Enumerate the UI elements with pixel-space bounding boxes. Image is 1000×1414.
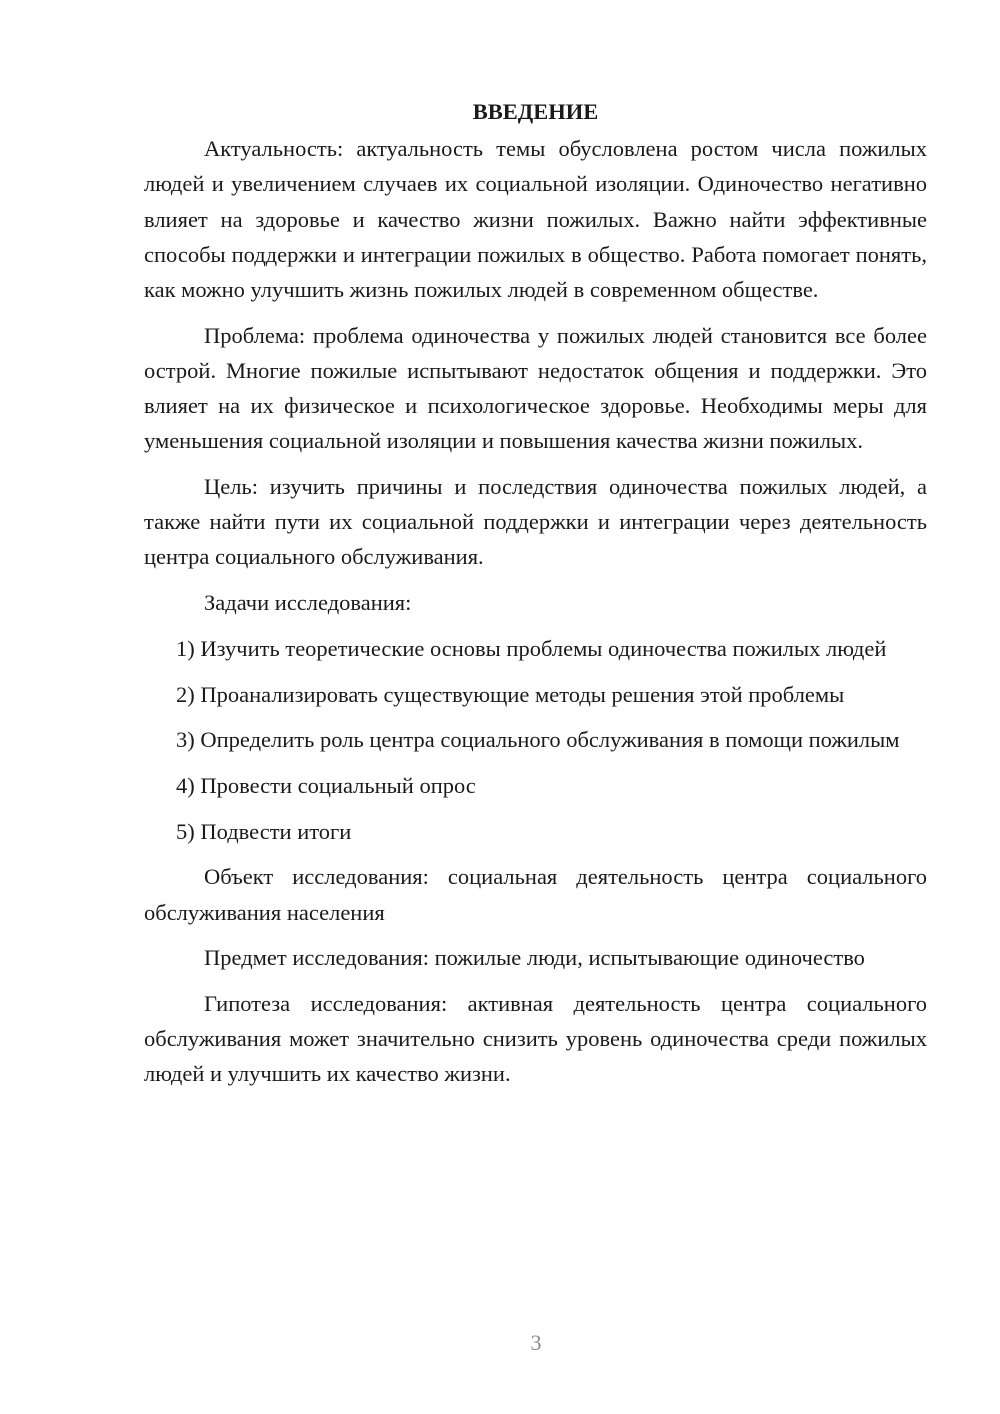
task-item-1: 1) Изучить теоретические основы проблемы одиночества пожилых людей [176,635,887,661]
object-paragraph: Объект исследования: социальная деятельность центра социального обслуживания населения [144,864,927,925]
subject-paragraph: Предмет исследования: пожилые люди, испытывающие одиночество [204,945,865,971]
task-item-5: 5) Подвести итоги [176,818,352,844]
hypothesis-paragraph: Гипотеза исследования: активная деятельность центра социального обслуживания может значительно снизить уровень одиночества среди пожилых людей и улучшить их качество жизни. [144,990,927,1087]
task-item-2: 2) Проанализировать существующие методы решения этой проблемы [176,681,845,707]
task-item-3: 3) Определить роль центра социального обслуживания в помощи пожилым [176,727,900,753]
page-content [144,94,927,1102]
relevance-paragraph: Актуальность: актуальность темы обусловлена ростом числа пожилых людей и увеличением случаев их социальной изоляции. Одиночество негативно влияет на здоровье и качество жизни пожилых. Важно найти эффективные способы поддержки и интеграции пожилых в общество. Работа помогает понять, как можно улучшить жизнь пожилых людей в современном обществе. [144,136,927,303]
task-item-4: 4) Провести социальный опрос [176,772,476,798]
tasks-heading: Задачи исследования: [204,590,412,616]
problem-paragraph: Проблема: проблема одиночества у пожилых людей становится все более острой. Многие пожилые испытывают недостаток общения и поддержки. Это влияет на их физическое и психологическое здоровье. Необходимы меры для уменьшения социальной изоляции и повышения качества жизни пожилых. [144,322,927,454]
goal-paragraph: Цель: изучить причины и последствия одиночества пожилых людей, а также найти пути их социальной поддержки и интеграции через деятельность центра социального обслуживания. [144,474,927,570]
page-title: ВВЕДЕНИЕ [472,99,599,124]
page-number: 3 [530,1330,542,1355]
